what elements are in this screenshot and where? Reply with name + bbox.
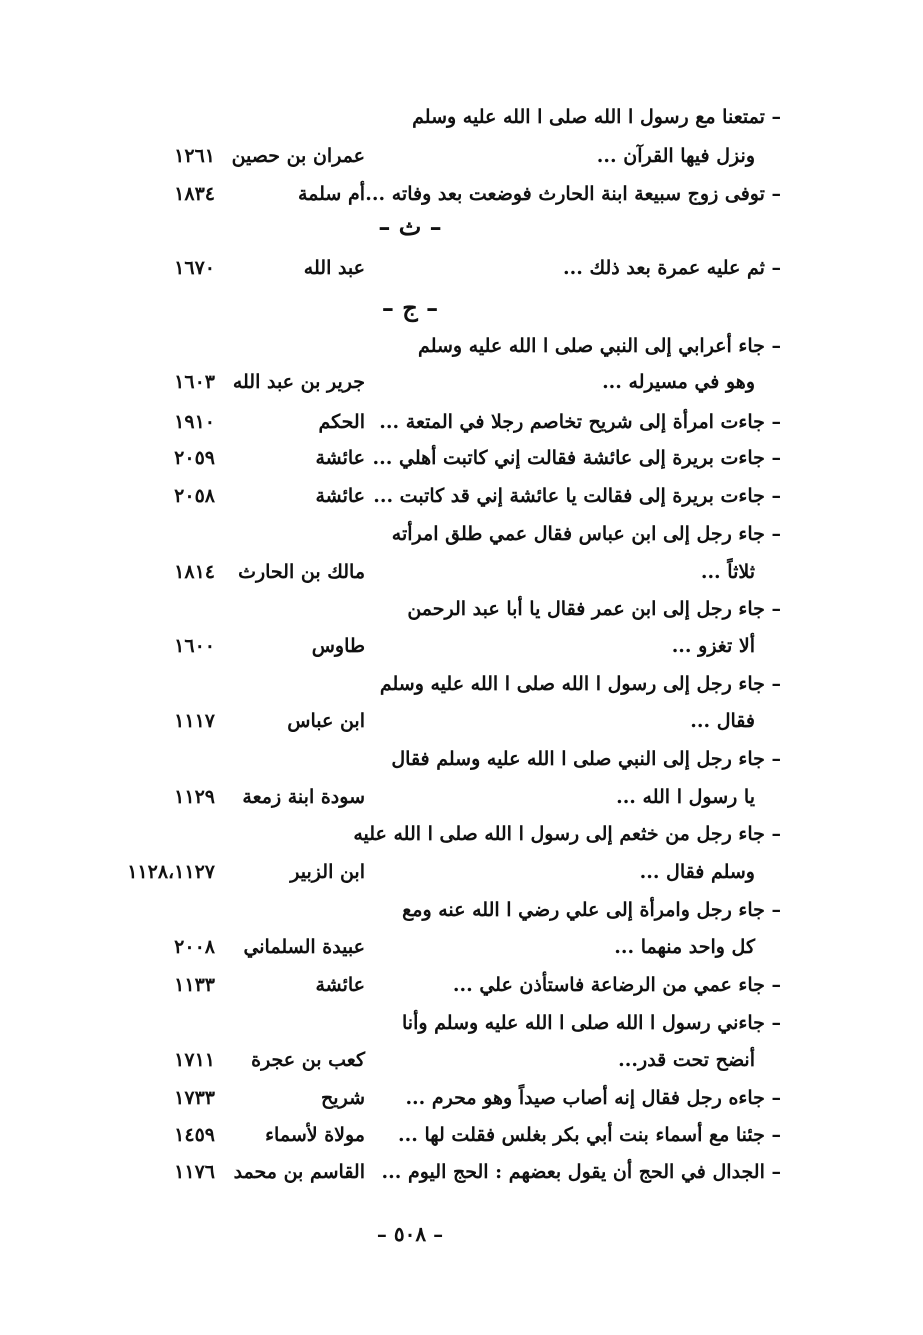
hadith-number bbox=[100, 99, 215, 135]
narrator-name: طاوس bbox=[311, 635, 365, 657]
section-heading-jim: – ج – bbox=[381, 293, 439, 322]
index-entry-text: كل واحد منهما ... bbox=[614, 936, 755, 958]
index-entry-text: – جاء رجل إلى ابن عباس فقال عمي طلق امرأته bbox=[391, 523, 781, 545]
hadith-number: ٢٠٥٩ bbox=[174, 447, 215, 469]
index-entry-text: – الجدال في الحج أن يقول بعضهم : الحج اليوم ... bbox=[381, 1161, 781, 1183]
hadith-number: ١٧٣٣ bbox=[174, 1087, 215, 1109]
hadith-number: ١٨٣٤ bbox=[174, 183, 215, 205]
index-entry-text: وهو في مسيرله ... bbox=[602, 371, 755, 393]
hadith-number: ١١٢٩ bbox=[174, 786, 215, 808]
narrator-name: عائشة bbox=[315, 447, 365, 469]
narrator-name bbox=[215, 892, 365, 928]
narrator-name: كعب بن عجرة bbox=[251, 1049, 365, 1071]
narrator-name: عبيدة السلماني bbox=[243, 936, 365, 958]
hadith-number: ١٩١٠ bbox=[174, 411, 215, 433]
hadith-number: ٢٠٠٨ bbox=[174, 936, 215, 958]
hadith-number: ١١٣٣ bbox=[174, 974, 215, 996]
narrator-name bbox=[215, 328, 365, 364]
index-entry-text: – جاء رجل إلى رسول ا الله صلى ا الله عليه وسلم bbox=[379, 673, 781, 695]
narrator-name bbox=[215, 591, 365, 627]
narrator-name: مالك بن الحارث bbox=[238, 561, 365, 583]
hadith-number bbox=[100, 516, 215, 552]
index-entry-text: أنضح تحت قدر... bbox=[618, 1049, 755, 1071]
narrator-name: عبد الله bbox=[303, 257, 365, 279]
index-entry-text: – تمتعنا مع رسول ا الله صلى ا الله عليه وسلم bbox=[412, 106, 781, 128]
hadith-number bbox=[100, 328, 215, 364]
index-entry-text: – جاءني رسول ا الله صلى ا الله عليه وسلم وأنا bbox=[402, 1012, 781, 1034]
index-entry-text: ونزل فيها القرآن ... bbox=[596, 145, 755, 167]
index-entry-text: ثلاثاً ... bbox=[700, 561, 755, 583]
hadith-number: ١٧١١ bbox=[174, 1049, 215, 1071]
index-entry-text: – جاء رجل من خثعم إلى رسول ا الله صلى ا الله عليه bbox=[353, 823, 781, 845]
narrator-name: شريح bbox=[321, 1087, 365, 1109]
index-entry-text: – جاءت بريرة إلى عائشة فقالت إني كاتبت أهلي ... bbox=[372, 447, 781, 469]
index-entry-text: وسلم فقال ... bbox=[639, 861, 755, 883]
hadith-number: ١٦٠٣ bbox=[174, 371, 215, 393]
index-entry-text: – توفى زوج سبيعة ابنة الحارث فوضعت بعد وفاته ... bbox=[365, 183, 781, 205]
narrator-name bbox=[215, 666, 365, 702]
index-entry-text: ألا تغزو ... bbox=[671, 635, 755, 657]
index-entry-text: – جاء رجل إلى ابن عمر فقال يا أبا عبد الرحمن bbox=[407, 598, 781, 620]
hadith-number bbox=[100, 666, 215, 702]
narrator-name: أم سلمة bbox=[297, 183, 365, 205]
hadith-number: ١٨١٤ bbox=[174, 561, 215, 583]
index-entry-text: – ثم عليه عمرة بعد ذلك ... bbox=[563, 257, 781, 279]
narrator-name bbox=[215, 741, 365, 777]
narrator-name: عائشة bbox=[315, 974, 365, 996]
hadith-number bbox=[100, 741, 215, 777]
page-number: – ٥٠٨ – bbox=[376, 1222, 444, 1246]
narrator-name: جرير بن عبد الله bbox=[232, 371, 365, 393]
narrator-name bbox=[215, 516, 365, 552]
hadith-number: ١٦٧٠ bbox=[174, 257, 215, 279]
narrator-name bbox=[215, 816, 365, 852]
narrator-name: ابن عباس bbox=[287, 710, 365, 732]
index-entry-text: – جاء رجل وامرأة إلى علي رضي ا الله عنه ومع bbox=[402, 899, 781, 921]
hadith-number: ١٤٥٩ bbox=[174, 1124, 215, 1146]
section-heading-tha: – ث – bbox=[378, 212, 442, 241]
index-entry-text: – جاءت امرأة إلى شريح تخاصم رجلا في المتعة ... bbox=[379, 411, 781, 433]
index-entry-text: – جاء رجل إلى النبي صلى ا الله عليه وسلم فقال bbox=[391, 748, 781, 770]
hadith-number: ١١٧٦ bbox=[174, 1161, 215, 1183]
narrator-name: عمران بن حصين bbox=[231, 145, 365, 167]
index-entry-text: – جاء عمي من الرضاعة فاستأذن علي ... bbox=[452, 974, 781, 996]
hadith-number bbox=[100, 816, 215, 852]
hadith-number bbox=[100, 1005, 215, 1041]
index-entry-text: فقال ... bbox=[690, 710, 755, 732]
narrator-name: ابن الزبير bbox=[290, 861, 365, 883]
narrator-name: الحكم bbox=[318, 411, 365, 433]
index-entry-text: – جئنا مع أسماء بنت أبي بكر بغلس فقلت لها ... bbox=[398, 1124, 781, 1146]
index-entry-text: – جاء أعرابي إلى النبي صلى ا الله عليه وسلم bbox=[418, 335, 781, 357]
index-entry-text: – جاءه رجل فقال إنه أصاب صيداً وهو محرم ... bbox=[405, 1087, 781, 1109]
narrator-name: مولاة لأسماء bbox=[265, 1124, 365, 1146]
narrator-name: عائشة bbox=[315, 485, 365, 507]
narrator-name: سودة ابنة زمعة bbox=[242, 786, 365, 808]
hadith-number bbox=[100, 892, 215, 928]
hadith-number: ١١١٧ bbox=[174, 710, 215, 732]
hadith-number: ٢٠٥٨ bbox=[174, 485, 215, 507]
narrator-name bbox=[215, 99, 365, 135]
index-entry-text: – جاءت بريرة إلى فقالت يا عائشة إني قد كاتبت ... bbox=[373, 485, 781, 507]
narrator-name bbox=[215, 1005, 365, 1041]
hadith-number bbox=[100, 591, 215, 627]
hadith-number: ١٦٠٠ bbox=[174, 635, 215, 657]
index-entry-text: يا رسول ا الله ... bbox=[616, 786, 755, 808]
narrator-name: القاسم بن محمد bbox=[233, 1161, 365, 1183]
hadith-number: ١٢٦١ bbox=[174, 145, 215, 167]
hadith-number: ١١٢٨،١١٢٧ bbox=[127, 861, 215, 883]
